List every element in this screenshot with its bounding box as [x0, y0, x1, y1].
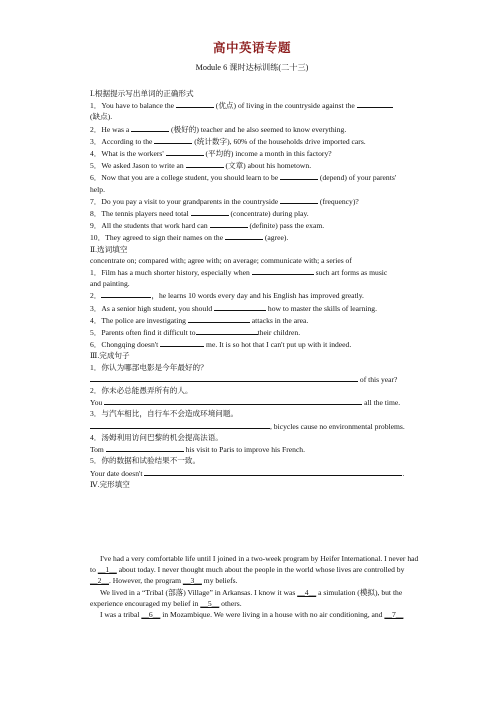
s2-item-4: 4．The police are investigating attacks in the area. — [90, 315, 309, 325]
answer-blank[interactable] — [225, 231, 263, 240]
section1-heading: Ⅰ.根据提示写出单词的正确形式 — [90, 89, 194, 98]
s3-item-1-cn: 1．你认为哪部电影是今年最好的？ — [90, 362, 208, 372]
answer-blank[interactable] — [252, 266, 314, 275]
s1-item-8: 8．The tennis players need total (concentrate) during play. — [90, 209, 309, 219]
cloze-blank-1[interactable]: __1__ — [97, 565, 117, 575]
s1-item-3: 3．According to the (统计数字), 60% of the households drive imported cars. — [90, 136, 366, 146]
section4-heading: Ⅳ.完形填空 — [90, 479, 130, 489]
answer-blank[interactable] — [166, 147, 204, 156]
answer-blank[interactable] — [104, 396, 362, 405]
cloze-passage — [90, 553, 422, 620]
section2-heading: Ⅱ.选词填空 — [90, 244, 128, 254]
s2-item-6: 6．Chongqing doesn't me. It is so hot that I can't put up with it indeed. — [90, 340, 352, 350]
page-title: 高中英语专题 — [212, 41, 291, 55]
word-bank: concentrate on; compared with; agree with; on average; communicate with; a series of — [90, 255, 352, 265]
s1-item-1: 1．You have to balance the (优点) of living in the countryside against the — [90, 99, 420, 111]
answer-blank[interactable] — [160, 338, 204, 347]
answer-blank[interactable] — [188, 314, 250, 323]
answer-blank[interactable] — [196, 326, 258, 335]
exercise-body — [90, 88, 420, 490]
answer-blank[interactable] — [106, 443, 184, 452]
s2-item-2: 2． ，he learns 10 words every day and his English has improved greatly. — [90, 291, 364, 301]
answer-blank[interactable] — [186, 159, 224, 168]
cloze-blank-2[interactable]: __2__ — [90, 576, 109, 586]
s3-item-4-cn: 4．汤姆利用访问巴黎的机会提高法语。 — [90, 432, 223, 442]
s1-item-6-cont: help. — [90, 184, 105, 194]
s2-item-1-cont: and painting. — [90, 279, 130, 289]
s2-item-3: 3．As a senior high student, you should how to master the skills of learning. — [90, 303, 377, 313]
answer-blank[interactable] — [214, 302, 266, 311]
answer-blank[interactable] — [191, 207, 229, 216]
page-subtitle: Module 6 课时达标训练(二十三) — [195, 63, 309, 72]
s1-item-6: 6．Now that you are a college student, you should learn to be (depend) of your parents' — [90, 173, 397, 183]
s2-item-5: 5．Parents often find it difficult to their children. — [90, 328, 301, 338]
cloze-blank-4[interactable]: __4__ — [297, 587, 317, 597]
answer-blank[interactable] — [280, 171, 318, 180]
passage-paragraph-3: I was a tribal __6__ in Mozambique. We were living in a house with no air conditioning, and __7__ — [100, 610, 404, 620]
answer-blank[interactable] — [280, 195, 318, 204]
answer-blank[interactable] — [131, 123, 169, 132]
cloze-blank-5[interactable]: __5__ — [200, 598, 220, 608]
s3-item-3-en: , bicycles cause no environmental problems. — [90, 420, 420, 432]
s1-item-1-cont: (缺点). — [90, 112, 113, 122]
s1-item-2: 2．He was a (极好的) teacher and he also seemed to know everything. — [90, 124, 347, 134]
answer-blank[interactable] — [176, 99, 214, 108]
answer-blank[interactable] — [101, 289, 151, 298]
answer-blank[interactable] — [90, 420, 270, 429]
s1-item-10: 10．They agreed to sign their names on the (agree). — [90, 233, 289, 243]
answer-blank[interactable] — [210, 219, 248, 228]
s1-item-4: 4．What is the workers' (平均的) income a month in this factory? — [90, 149, 332, 159]
s2-item-1: 1．Film has a much shorter history, especially when such art forms as music — [90, 268, 388, 278]
cloze-blank-7[interactable]: __7__ — [384, 610, 404, 620]
answer-blank[interactable] — [144, 467, 402, 476]
s1-item-9: 9．All the students that work hard can (definite) pass the exam. — [90, 221, 325, 231]
passage-paragraph-1: I've had a very comfortable life until I joined in a two-week program by Heifer International. I never had to __1__ about today. I never thought much about the people in the world whose lives are controlled by __2__. However, the program __3__ my beliefs. — [90, 554, 419, 586]
s3-item-5-cn: 5．你的数据和试验结果不一致。 — [90, 456, 201, 466]
section3-heading: Ⅲ.完成句子 — [90, 351, 130, 361]
answer-blank[interactable] — [90, 373, 358, 382]
s1-item-7: 7．Do you pay a visit to your grandparents in the countryside (frequency)? — [90, 196, 359, 206]
s3-item-2-cn: 2．你未必总能愚弄所有的人。 — [90, 386, 193, 396]
s3-item-4-en: Tom his visit to Paris to improve his French. — [90, 445, 306, 455]
s3-item-1-en: of this year? — [90, 373, 420, 385]
passage-paragraph-2: We lived in a “Tribal (部落) Village” in Arkansas. I know it was __4__ a simulation (模拟), but the experience encouraged my belief in __5__ others. — [90, 587, 403, 608]
cloze-blank-3[interactable]: __3__ — [182, 576, 202, 586]
s3-item-3-cn: 3．与汽车相比，自行车不会造成环境问题。 — [90, 409, 239, 419]
answer-blank[interactable] — [357, 99, 393, 108]
answer-blank[interactable] — [154, 135, 192, 144]
s3-item-2-en: You all the time. — [90, 398, 401, 408]
s1-item-5: 5．We asked Jason to write an (文章) about his hometown. — [90, 161, 312, 171]
s3-item-5-en: Your date doesn't . — [90, 468, 405, 478]
cloze-blank-6[interactable]: __6__ — [141, 610, 161, 620]
